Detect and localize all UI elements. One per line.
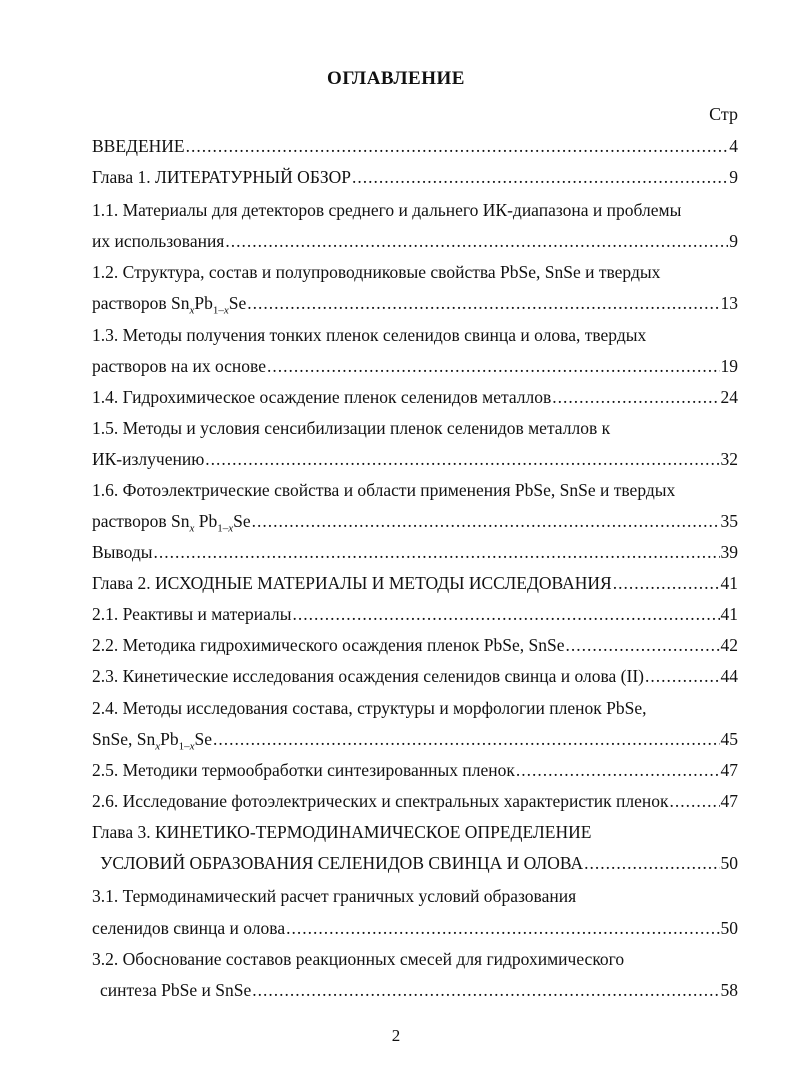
toc-entry-intro[interactable] bbox=[92, 136, 738, 162]
toc-entry-1-1-line1[interactable]: 1.1. Материалы для детекторов среднего и дальнего ИК-диапазона и проблемы bbox=[92, 200, 682, 220]
toc-entry-page: 39 bbox=[720, 542, 738, 562]
toc-entry-text: Выводы bbox=[92, 542, 153, 562]
leader-dots bbox=[286, 918, 719, 939]
toc-entry-page: 13 bbox=[720, 293, 738, 313]
toc-entry-text: растворов $Sn_x$ $Pb_{1-x}Se$ bbox=[92, 511, 251, 535]
toc-entry-text: 2.2. Методика гидрохимического осаждения пленок PbSe, SnSe bbox=[92, 635, 565, 655]
toc-entry-page: 35 bbox=[720, 511, 738, 531]
leader-dots bbox=[213, 729, 720, 750]
leader-dots bbox=[225, 231, 728, 252]
toc-entry-text: УСЛОВИЙ ОБРАЗОВАНИЯ СЕЛЕНИДОВ СВИНЦА И ОЛОВА bbox=[100, 853, 584, 873]
toc-entry-page: 47 bbox=[720, 760, 738, 780]
toc-entry-text: 2.3. Кинетические исследования осаждения селенидов свинца и олова (II) bbox=[92, 666, 644, 686]
toc-entry-page: 24 bbox=[720, 387, 738, 407]
toc-entry-page: 32 bbox=[720, 449, 738, 469]
leader-dots bbox=[252, 511, 720, 532]
toc-entry-1-3-line2[interactable] bbox=[92, 356, 738, 382]
toc-entry-text: селенидов свинца и олова bbox=[92, 918, 286, 938]
toc-entry-page: 9 bbox=[729, 231, 738, 251]
toc-entry-page: 50 bbox=[720, 918, 738, 938]
toc-entry-2-1[interactable] bbox=[92, 604, 738, 630]
toc-entry-chapter-1[interactable] bbox=[92, 167, 738, 193]
toc-entry-1-6-line1[interactable]: 1.6. Фотоэлектрические свойства и области применения PbSe, SnSe и твердых bbox=[92, 480, 676, 500]
leader-dots bbox=[645, 666, 720, 687]
toc-entry-text: 2.1. Реактивы и материалы bbox=[92, 604, 292, 624]
leader-dots bbox=[584, 853, 719, 874]
leader-dots bbox=[247, 293, 719, 314]
toc-entry-1-5-line2[interactable] bbox=[92, 449, 738, 475]
toc-entry-page: 58 bbox=[720, 980, 738, 1000]
toc-entry-1-6-line2[interactable] bbox=[92, 511, 738, 537]
leader-dots bbox=[252, 980, 719, 1001]
toc-entry-chapter-3-line2[interactable] bbox=[100, 853, 738, 879]
toc-entry-3-2-line1[interactable]: 3.2. Обоснование составов реакционных смесей для гидрохимического bbox=[92, 949, 625, 969]
toc-entry-1-3-line1[interactable]: 1.3. Методы получения тонких пленок селенидов свинца и олова, твердых bbox=[92, 325, 647, 345]
toc-entry-page: 47 bbox=[720, 791, 738, 811]
toc-entry-page: 4 bbox=[729, 136, 738, 156]
leader-dots bbox=[267, 356, 720, 377]
page-number: 2 bbox=[391, 1026, 401, 1045]
toc-entry-page: 44 bbox=[720, 666, 738, 686]
toc-entry-text: 2.5. Методики термообработки синтезированных пленок bbox=[92, 760, 515, 780]
leader-dots bbox=[566, 635, 720, 656]
toc-entry-2-3[interactable] bbox=[92, 666, 738, 692]
toc-entry-page: 9 bbox=[729, 167, 738, 187]
toc-entry-1-1-line2[interactable] bbox=[92, 231, 738, 257]
toc-entry-page: 19 bbox=[720, 356, 738, 376]
page-column-label: Стр bbox=[709, 104, 738, 124]
toc-entry-page: 41 bbox=[720, 604, 738, 624]
toc-entry-text: SnSe, $Sn_xPb_{1-x}Se$ bbox=[92, 729, 212, 753]
toc-entry-3-1-line1[interactable]: 3.1. Термодинамический расчет граничных условий образования bbox=[92, 886, 577, 906]
toc-entry-text: Глава 2. ИСХОДНЫЕ МАТЕРИАЛЫ И МЕТОДЫ ИССЛЕДОВАНИЯ bbox=[92, 573, 612, 593]
leader-dots bbox=[552, 387, 719, 408]
toc-entry-text: ВВЕДЕНИЕ bbox=[92, 136, 185, 156]
toc-entry-2-6[interactable] bbox=[92, 791, 738, 817]
leader-dots bbox=[516, 760, 720, 781]
leader-dots bbox=[186, 136, 729, 157]
toc-entry-2-4-line2[interactable] bbox=[92, 729, 738, 755]
toc-entry-chapter-3-line1[interactable]: Глава 3. КИНЕТИКО-ТЕРМОДИНАМИЧЕСКОЕ ОПРЕДЕЛЕНИЕ bbox=[92, 822, 592, 842]
toc-entry-page: 45 bbox=[720, 729, 738, 749]
toc-entry-1-2-line2[interactable] bbox=[92, 293, 738, 319]
toc-entry-page: 41 bbox=[720, 573, 738, 593]
toc-entry-chapter-2[interactable] bbox=[92, 573, 738, 599]
toc-entry-text: ИК-излучению bbox=[92, 449, 205, 469]
toc-entry-2-2[interactable] bbox=[92, 635, 738, 661]
toc-entry-3-2-line2[interactable] bbox=[100, 980, 738, 1006]
toc-entry-text: их использования bbox=[92, 231, 225, 251]
toc-entry-page: 42 bbox=[720, 635, 738, 655]
leader-dots bbox=[153, 542, 719, 563]
toc-entry-1-5-line1[interactable]: 1.5. Методы и условия сенсибилизации пленок селенидов металлов к bbox=[92, 418, 611, 438]
leader-dots bbox=[293, 604, 720, 625]
toc-entry-text: растворов $Sn_xPb_{1-x}Se$ bbox=[92, 293, 247, 317]
toc-entry-text: синтеза PbSe и SnSe bbox=[100, 980, 252, 1000]
toc-entry-1-2-line1[interactable]: 1.2. Структура, состав и полупроводниковые свойства PbSe, SnSe и твердых bbox=[92, 262, 661, 282]
toc-entry-3-1-line2[interactable] bbox=[92, 918, 738, 944]
toc-entry-text: 1.4. Гидрохимическое осаждение пленок селенидов металлов bbox=[92, 387, 552, 407]
toc-entry-text: 2.6. Исследование фотоэлектрических и спектральных характеристик пленок bbox=[92, 791, 669, 811]
toc-entry-2-5[interactable] bbox=[92, 760, 738, 786]
leader-dots bbox=[670, 791, 720, 812]
toc-entry-page: 50 bbox=[720, 853, 738, 873]
toc-entry-text: растворов на их основе bbox=[92, 356, 266, 376]
toc-entry-2-4-line1[interactable]: 2.4. Методы исследования состава, структуры и морфологии пленок PbSe, bbox=[92, 698, 647, 718]
leader-dots bbox=[352, 167, 728, 188]
toc-entry-1-4[interactable] bbox=[92, 387, 738, 413]
leader-dots bbox=[205, 449, 719, 470]
toc-entry-conclusions[interactable] bbox=[92, 542, 738, 568]
page-title: ОГЛАВЛЕНИЕ bbox=[327, 68, 465, 89]
toc-entry-text: Глава 1. ЛИТЕРАТУРНЫЙ ОБЗОР bbox=[92, 167, 352, 187]
leader-dots bbox=[613, 573, 720, 594]
